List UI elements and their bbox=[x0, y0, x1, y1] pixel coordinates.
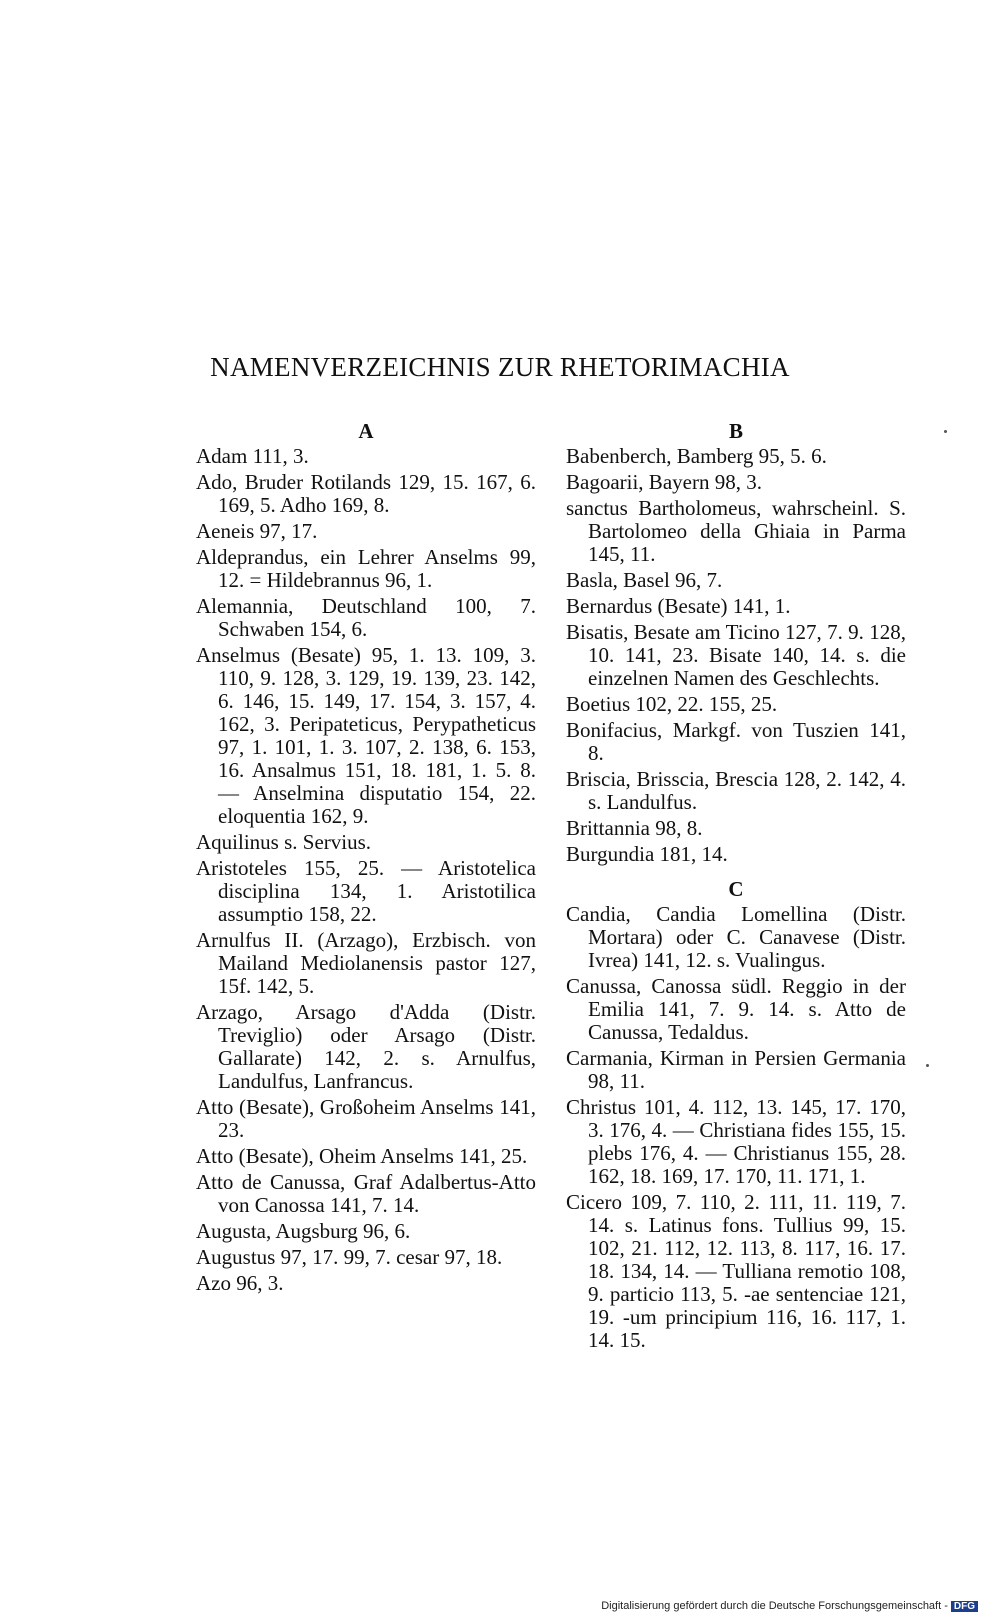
index-entry: Adam 111, 3. bbox=[196, 444, 309, 468]
entry-list-c bbox=[566, 903, 906, 1352]
page-title: NAMENVERZEICHNIS ZUR RHETORIMACHIA bbox=[210, 352, 790, 382]
index-entry: Brittannia 98, 8. bbox=[566, 816, 703, 840]
index-entry: Bisatis, Besate am Ticino 127, 7. 9. 128, 10. 141, 23. Bisate 140, 14. s. die einzelnen Namen des Geschlechts. bbox=[566, 620, 906, 690]
dfg-logo: DFG bbox=[951, 1601, 978, 1612]
index-entry: Bernardus (Besate) 141, 1. bbox=[566, 594, 791, 618]
index-entry: Burgundia 181, 14. bbox=[566, 842, 728, 866]
index-entry: Arzago, Arsago d'Adda (Distr. Treviglio) oder Arsago (Distr. Gallarate) 142, 2. s. Arnulfus, Landulfus, Lanfrancus. bbox=[196, 1000, 536, 1093]
index-entry: Aquilinus s. Servius. bbox=[196, 830, 372, 854]
index-entry: Boetius 102, 22. 155, 25. bbox=[566, 692, 778, 716]
scan-speck bbox=[944, 430, 947, 433]
index-entry: Bonifacius, Markgf. von Tuszien 141, 8. bbox=[566, 718, 906, 765]
scan-speck bbox=[926, 1064, 929, 1067]
index-entry: Candia, Candia Lomellina (Distr. Mortara) oder C. Canavese (Distr. Ivrea) 141, 12. s. Vualingus. bbox=[566, 902, 906, 972]
entry-list-a bbox=[196, 445, 536, 1295]
index-entry: Azo 96, 3. bbox=[196, 1271, 284, 1295]
index-entry: Augusta, Augsburg 96, 6. bbox=[196, 1219, 411, 1243]
index-entry: Augustus 97, 17. 99, 7. cesar 97, 18. bbox=[196, 1245, 503, 1269]
index-entry: Basla, Basel 96, 7. bbox=[566, 568, 723, 592]
index-entry: Christus 101, 4. 112, 13. 145, 17. 170, 3. 176, 4. — Christiana fides 155, 15. plebs 176, 4. — Christianus 155, 28. 162, 18. 169, 17. 170, 11. 171, 1. bbox=[566, 1095, 906, 1188]
index-entry: Aristoteles 155, 25. — Aristotelica disciplina 134, 1. Aristotilica assumptio 158, 22. bbox=[196, 856, 536, 926]
footer-text: Digitalisierung gefördert durch die Deutsche Forschungsgemeinschaft - bbox=[601, 1600, 948, 1612]
index-entry: Cicero 109, 7. 110, 2. 111, 11. 119, 7. 14. s. Latinus fons. Tullius 99, 15. 102, 21. 112, 12. 113, 8. 117, 16. 17. 18. 134, 14. — Tulliana remotio 108, 9. particio 113, 5. -ae sentenciae 121, 19. -um principium 116, 16. 117, 1. 14. 15. bbox=[566, 1190, 906, 1352]
section-letter-a: A bbox=[358, 419, 374, 443]
index-entry: Anselmus (Besate) 95, 1. 13. 109, 3. 110, 9. 128, 3. 129, 19. 139, 23. 142, 6. 146, 15. 149, 17. 154, 3. 157, 4. 162, 3. Peripateticus, Perypatheticus 97, 1. 101, 1. 3. 107, 2. 138, 6. 153, 16. Ansalmus 151, 18. 181, 1. 5. 8. — Anselmina disputatio 154, 22. eloquentia 162, 9. bbox=[196, 643, 536, 828]
index-column-left bbox=[196, 420, 536, 1298]
digitization-footer bbox=[601, 1600, 978, 1612]
index-entry: Canussa, Canossa südl. Reggio in der Emilia 141, 7. 9. 14. s. Atto de Canussa, Tedaldus. bbox=[566, 974, 906, 1044]
entry-list-b bbox=[566, 445, 906, 866]
index-entry: Ado, Bruder Rotilands 129, 15. 167, 6. 169, 5. Adho 169, 8. bbox=[196, 470, 536, 517]
section-letter-b: B bbox=[728, 419, 743, 443]
index-entry: Atto (Besate), Oheim Anselms 141, 25. bbox=[196, 1144, 528, 1168]
index-column-right bbox=[566, 420, 906, 1355]
index-entry: Arnulfus II. (Arzago), Erzbisch. von Mailand Mediolanensis pastor 127, 15f. 142, 5. bbox=[196, 928, 536, 998]
index-entry: Babenberch, Bamberg 95, 5. 6. bbox=[566, 444, 827, 468]
index-entry: Atto (Besate), Großoheim Anselms 141, 23. bbox=[196, 1095, 536, 1142]
index-entry: Bagoarii, Bayern 98, 3. bbox=[566, 470, 762, 494]
index-entry: Aldeprandus, ein Lehrer Anselms 99, 12. = Hildebrannus 96, 1. bbox=[196, 545, 536, 592]
index-entry: Atto de Canussa, Graf Adalbertus-Atto von Canossa 141, 7. 14. bbox=[196, 1170, 536, 1217]
section-letter-c: C bbox=[728, 877, 744, 901]
index-entry: Alemannia, Deutschland 100, 7. Schwaben 154, 6. bbox=[196, 594, 536, 641]
index-entry: Aeneis 97, 17. bbox=[196, 519, 318, 543]
index-entry: sanctus Bartholomeus, wahrscheinl. S. Bartolomeo della Ghiaia in Parma 145, 11. bbox=[566, 496, 906, 566]
index-entry: Briscia, Brisscia, Brescia 128, 2. 142, 4. s. Landulfus. bbox=[566, 767, 906, 814]
index-entry: Carmania, Kirman in Persien Germania 98, 11. bbox=[566, 1046, 906, 1093]
